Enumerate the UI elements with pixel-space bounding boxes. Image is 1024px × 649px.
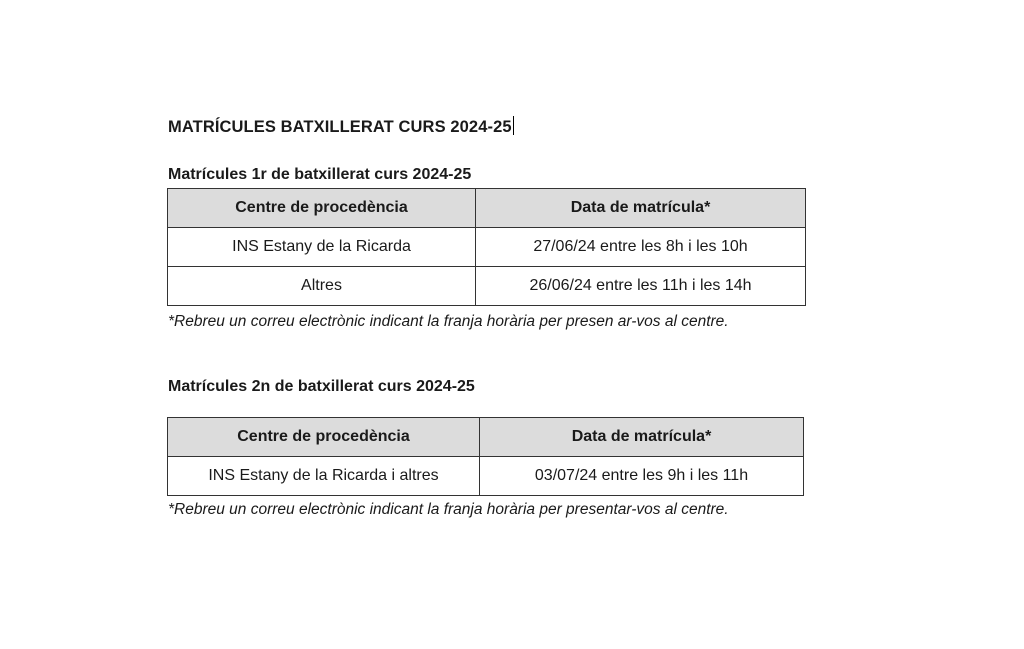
section-1-title: Matrícules 1r de batxillerat curs 2024-25 bbox=[168, 166, 472, 183]
table-header-row bbox=[168, 189, 806, 228]
cell-centre: INS Estany de la Ricarda bbox=[168, 228, 476, 267]
header-data-matricula: Data de matrícula* bbox=[476, 189, 806, 228]
page-title bbox=[168, 116, 514, 137]
section-2-table bbox=[167, 417, 804, 496]
section-1-table bbox=[167, 188, 806, 306]
header-centre-procedencia: Centre de procedència bbox=[168, 418, 480, 457]
cell-data: 27/06/24 entre les 8h i les 10h bbox=[476, 228, 806, 267]
table-row bbox=[168, 267, 806, 306]
page-title-text: MATRÍCULES BATXILLERAT CURS 2024-25 bbox=[168, 118, 512, 136]
cell-data: 03/07/24 entre les 9h i les 11h bbox=[480, 457, 804, 496]
table-header-row bbox=[168, 418, 804, 457]
cell-data: 26/06/24 entre les 11h i les 14h bbox=[476, 267, 806, 306]
text-cursor[interactable] bbox=[513, 116, 515, 135]
header-centre-procedencia: Centre de procedència bbox=[168, 189, 476, 228]
table-row bbox=[168, 457, 804, 496]
section-2-title: Matrícules 2n de batxillerat curs 2024-25 bbox=[168, 378, 475, 395]
header-data-matricula: Data de matrícula* bbox=[480, 418, 804, 457]
section-2-footnote: *Rebreu un correu electrònic indicant la franja horària per presentar-vos al centre. bbox=[168, 501, 729, 518]
table-row bbox=[168, 228, 806, 267]
cell-centre: INS Estany de la Ricarda i altres bbox=[168, 457, 480, 496]
cell-centre: Altres bbox=[168, 267, 476, 306]
section-1-footnote: *Rebreu un correu electrònic indicant la franja horària per presen ar-vos al centre. bbox=[168, 313, 729, 330]
